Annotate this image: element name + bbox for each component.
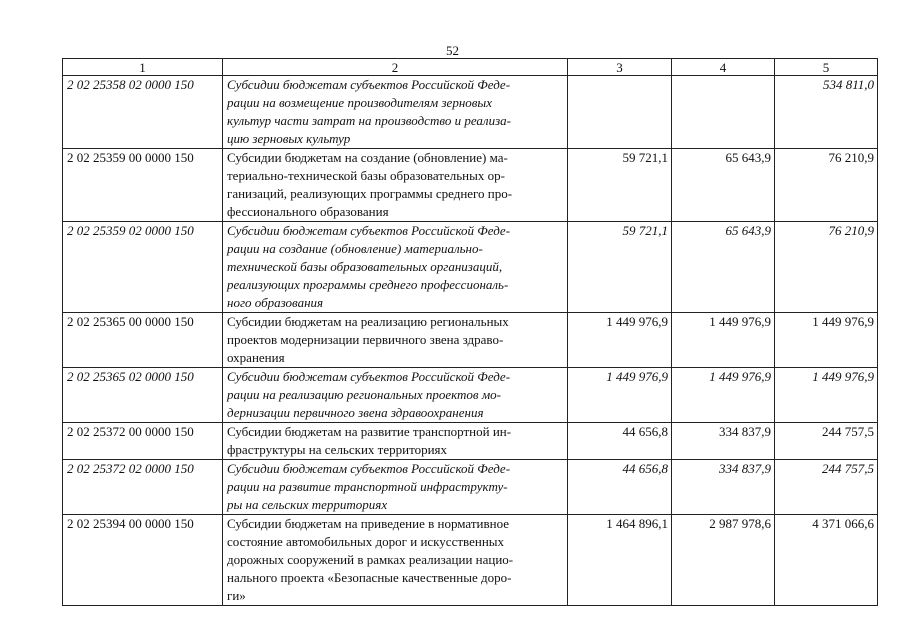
amount-year-1: 59 721,1 (568, 149, 672, 222)
column-header-1: 1 (63, 59, 223, 76)
amount-year-3: 76 210,9 (775, 222, 878, 313)
description-line: Субсидии бюджетам на развитие транспортной ин- (227, 424, 512, 439)
description-line: териально-технической базы образовательных ор- (227, 168, 505, 183)
table-row (63, 368, 878, 423)
description-line: фессионального образования (227, 204, 389, 219)
description-line: рации на развитие транспортной инфраструкту- (227, 479, 508, 494)
column-header-2: 2 (223, 59, 568, 76)
revenue-description (223, 368, 568, 423)
amount-year-1: 59 721,1 (568, 222, 672, 313)
table-row (63, 222, 878, 313)
description-line: Субсидии бюджетам на приведение в нормативное (227, 516, 509, 531)
description-line: технической базы образовательных организаций, (227, 259, 503, 274)
budget-code: 2 02 25365 02 0000 150 (63, 368, 223, 423)
description-line: ного образования (227, 295, 324, 310)
table-body (63, 76, 878, 606)
revenue-description (223, 460, 568, 515)
budget-code: 2 02 25365 00 0000 150 (63, 313, 223, 368)
amount-year-2: 2 987 978,6 (672, 515, 775, 606)
description-line: ганизаций, реализующих программы среднего про- (227, 186, 513, 201)
table-row (63, 76, 878, 149)
amount-year-3: 4 371 066,6 (775, 515, 878, 606)
amount-year-1: 44 656,8 (568, 423, 672, 460)
amount-year-3: 534 811,0 (775, 76, 878, 149)
table-row (63, 460, 878, 515)
revenue-description (223, 222, 568, 313)
revenue-description (223, 76, 568, 149)
description-line: рации на реализацию региональных проектов мо- (227, 387, 501, 402)
budget-table (62, 58, 878, 606)
amount-year-1: 1 449 976,9 (568, 313, 672, 368)
column-header-5: 5 (775, 59, 878, 76)
table-row (63, 313, 878, 368)
description-line: реализующих программы среднего профессиональ- (227, 277, 509, 292)
budget-code: 2 02 25394 00 0000 150 (63, 515, 223, 606)
description-line: ги» (227, 588, 246, 603)
amount-year-2 (672, 76, 775, 149)
budget-code: 2 02 25359 00 0000 150 (63, 149, 223, 222)
description-line: состояние автомобильных дорог и искусственных (227, 534, 505, 549)
amount-year-3: 76 210,9 (775, 149, 878, 222)
page-number: 52 (446, 43, 459, 58)
description-line: нального проекта «Безопасные качественные доро- (227, 570, 512, 585)
budget-code: 2 02 25372 02 0000 150 (63, 460, 223, 515)
amount-year-2: 1 449 976,9 (672, 313, 775, 368)
description-line: рации на возмещение производителям зерновых (227, 95, 492, 110)
description-line: Субсидии бюджетам субъектов Российской Феде- (227, 369, 511, 384)
amount-year-1: 1 449 976,9 (568, 368, 672, 423)
column-header-4: 4 (672, 59, 775, 76)
revenue-description (223, 313, 568, 368)
amount-year-3: 244 757,5 (775, 423, 878, 460)
table-row (63, 423, 878, 460)
amount-year-2: 334 837,9 (672, 460, 775, 515)
description-line: Субсидии бюджетам субъектов Российской Феде- (227, 77, 511, 92)
description-line: рации на создание (обновление) материально- (227, 241, 483, 256)
column-header-3: 3 (568, 59, 672, 76)
description-line: цию зерновых культур (227, 131, 351, 146)
amount-year-3: 244 757,5 (775, 460, 878, 515)
amount-year-2: 65 643,9 (672, 222, 775, 313)
description-line: Субсидии бюджетам на создание (обновление) ма- (227, 150, 508, 165)
amount-year-2: 65 643,9 (672, 149, 775, 222)
table-row (63, 515, 878, 606)
column-numbers-row (63, 59, 878, 76)
table-row (63, 149, 878, 222)
description-line: культур части затрат на производство и реализа- (227, 113, 511, 128)
budget-code: 2 02 25359 02 0000 150 (63, 222, 223, 313)
description-line: охранения (227, 350, 285, 365)
revenue-description (223, 515, 568, 606)
amount-year-1: 1 464 896,1 (568, 515, 672, 606)
description-line: ры на сельских территориях (227, 497, 388, 512)
revenue-description (223, 423, 568, 460)
description-line: проектов модернизации первичного звена здраво- (227, 332, 504, 347)
amount-year-1: 44 656,8 (568, 460, 672, 515)
amount-year-2: 334 837,9 (672, 423, 775, 460)
amount-year-2: 1 449 976,9 (672, 368, 775, 423)
amount-year-1 (568, 76, 672, 149)
description-line: Субсидии бюджетам на реализацию региональных (227, 314, 509, 329)
description-line: Субсидии бюджетам субъектов Российской Феде- (227, 223, 511, 238)
description-line: фраструктуры на сельских территориях (227, 442, 448, 457)
amount-year-3: 1 449 976,9 (775, 313, 878, 368)
revenue-description (223, 149, 568, 222)
budget-code: 2 02 25358 02 0000 150 (63, 76, 223, 149)
description-line: Субсидии бюджетам субъектов Российской Феде- (227, 461, 511, 476)
budget-code: 2 02 25372 00 0000 150 (63, 423, 223, 460)
amount-year-3: 1 449 976,9 (775, 368, 878, 423)
description-line: дорожных сооружений в рамках реализации нацио- (227, 552, 514, 567)
description-line: дернизации первичного звена здравоохранения (227, 405, 484, 420)
